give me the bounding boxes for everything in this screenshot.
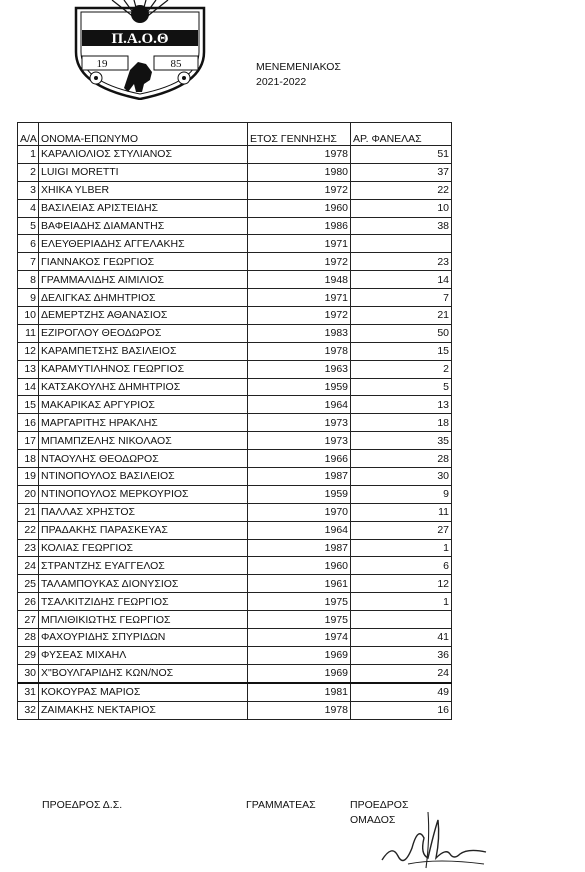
row-jersey: 13 [351,396,452,414]
row-name: ΔΕΛΙΓΚΑΣ ΔΗΜΗΤΡΙΟΣ [39,289,248,307]
column-header-jersey: ΑΡ. ΦΑΝΕΛΑΣ [351,123,452,146]
row-jersey: 28 [351,450,452,468]
row-name: ΜΑΚΑΡΙΚΑΣ ΑΡΓΥΡΙΟΣ [39,396,248,414]
row-jersey: 9 [351,485,452,503]
footer-president-board: ΠΡΟΕΔΡΟΣ Δ.Σ. [42,799,123,811]
row-name: ΚΑΡΑΜΠΕΤΣΗΣ ΒΑΣΙΛΕΙΟΣ [39,342,248,360]
row-jersey: 14 [351,271,452,289]
row-index: 15 [18,396,39,414]
row-birth-year: 1972 [248,181,351,199]
row-index: 21 [18,503,39,521]
row-birth-year: 1987 [248,468,351,486]
row-index: 20 [18,485,39,503]
row-name: ΦΑΧΟΥΡΙΔΗΣ ΣΠΥΡΙΔΩΝ [39,629,248,647]
row-jersey: 27 [351,521,452,539]
row-birth-year: 1959 [248,485,351,503]
table-row [18,342,452,360]
table-row [18,557,452,575]
row-jersey: 1 [351,593,452,611]
row-name: ΜΠΛΙΘΙΚΙΩΤΗΣ ΓΕΩΡΓΙΟΣ [39,611,248,629]
row-jersey: 50 [351,324,452,342]
row-index: 18 [18,450,39,468]
row-name: ΣΤΡΑΝΤΖΗΣ ΕΥΑΓΓΕΛΟΣ [39,557,248,575]
row-jersey: 22 [351,181,452,199]
row-jersey: 30 [351,468,452,486]
row-name: ΝΤΙΝΟΠΟΥΛΟΣ ΜΕΡΚΟΥΡΙΟΣ [39,485,248,503]
row-birth-year: 1987 [248,539,351,557]
row-jersey: 12 [351,575,452,593]
row-index: 5 [18,217,39,235]
row-birth-year: 1973 [248,432,351,450]
table-row [18,235,452,253]
row-jersey: 10 [351,199,452,217]
row-birth-year: 1986 [248,217,351,235]
table-row [18,521,452,539]
row-birth-year: 1948 [248,271,351,289]
row-name: ΓΙΑΝΝΑΚΟΣ ΓΕΩΡΓΙΟΣ [39,253,248,271]
row-name: ΚΑΡΑΛΙΟΛΙΟΣ ΣΤΥΛΙΑΝΟΣ [39,146,248,164]
row-jersey: 15 [351,342,452,360]
logo-title: Π.Α.Ο.Θ [111,31,169,47]
season-label: 2021-2022 [256,76,307,88]
row-jersey [351,235,452,253]
header [256,60,341,90]
row-name: Χ"ΒΟΥΛΓΑΡΙΔΗΣ ΚΩΝ/ΝΟΣ [39,664,248,682]
row-birth-year: 1961 [248,575,351,593]
row-jersey: 35 [351,432,452,450]
row-index: 25 [18,575,39,593]
row-birth-year: 1959 [248,378,351,396]
row-birth-year: 1978 [248,146,351,164]
signature [368,808,488,872]
row-name: ΓΡΑΜΜΑΛΙΔΗΣ ΑΙΜΙΛΙΟΣ [39,271,248,289]
row-name: ΒΑΣΙΛΕΙΑΣ ΑΡΙΣΤΕΙΔΗΣ [39,199,248,217]
row-birth-year: 1960 [248,199,351,217]
table-row [18,289,452,307]
row-name: ΔΕΜΕΡΤΖΗΣ ΑΘΑΝΑΣΙΟΣ [39,307,248,325]
document-title: ΜΕΝΕΜΕΝΙΑΚΟΣ [256,61,341,73]
table-row [18,271,452,289]
table-row [18,468,452,486]
table-row [18,664,452,682]
row-birth-year: 1971 [248,235,351,253]
table-row [18,701,452,719]
row-jersey: 2 [351,360,452,378]
row-index: 30 [18,664,39,682]
row-birth-year: 1978 [248,701,351,719]
row-birth-year: 1978 [248,342,351,360]
row-birth-year: 1966 [248,450,351,468]
row-name: ΚΑΤΣΑΚΟΥΛΗΣ ΔΗΜΗΤΡΙΟΣ [39,378,248,396]
table-row [18,683,452,701]
row-jersey [351,611,452,629]
row-jersey: 37 [351,163,452,181]
table-row [18,199,452,217]
row-name: ΒΑΦΕΙΑΔΗΣ ΔΙΑΜΑΝΤΗΣ [39,217,248,235]
row-name: ΤΣΑΛΚΙΤΖΙΔΗΣ ΓΕΩΡΓΙΟΣ [39,593,248,611]
row-jersey: 23 [351,253,452,271]
row-name: ΚΟΚΟΥΡΑΣ ΜΑΡΙΟΣ [39,683,248,701]
table-row [18,611,452,629]
row-index: 3 [18,181,39,199]
column-header-birth-year: ΕΤΟΣ ΓΕΝΝΗΣΗΣ [248,123,351,146]
row-jersey: 18 [351,414,452,432]
row-jersey: 6 [351,557,452,575]
row-name: ΚΟΛΙΑΣ ΓΕΩΡΓΙΟΣ [39,539,248,557]
row-birth-year: 1963 [248,360,351,378]
row-jersey: 36 [351,646,452,664]
row-index: 12 [18,342,39,360]
row-birth-year: 1973 [248,414,351,432]
row-birth-year: 1972 [248,307,351,325]
table-row [18,253,452,271]
table-row [18,485,452,503]
logo-year-left: 19 [96,58,108,70]
row-name: ΤΑΛΑΜΠΟΥΚΑΣ ΔΙΟΝΥΣΙΟΣ [39,575,248,593]
table-row [18,324,452,342]
table-row [18,396,452,414]
row-index: 31 [18,683,39,701]
table-row [18,646,452,664]
table-row [18,593,452,611]
table-row [18,360,452,378]
row-name: ΦΥΣΕΑΣ ΜΙΧΑΗΛ [39,646,248,664]
row-index: 32 [18,701,39,719]
row-index: 17 [18,432,39,450]
table-row [18,146,452,164]
table-row [18,503,452,521]
roster-table [17,122,452,720]
team-president-line2: ΟΜΑΔΟΣ [350,814,396,826]
table-row [18,432,452,450]
row-birth-year: 1974 [248,629,351,647]
row-index: 9 [18,289,39,307]
row-birth-year: 1960 [248,557,351,575]
row-index: 1 [18,146,39,164]
row-index: 28 [18,629,39,647]
table-row [18,217,452,235]
row-birth-year: 1975 [248,611,351,629]
row-birth-year: 1972 [248,253,351,271]
row-name: ΝΤΑΟΥΛΗΣ ΘΕΟΔΩΡΟΣ [39,450,248,468]
table-row [18,307,452,325]
row-jersey: 24 [351,664,452,682]
row-index: 16 [18,414,39,432]
row-index: 4 [18,199,39,217]
table-row [18,539,452,557]
row-jersey: 16 [351,701,452,719]
table-row [18,163,452,181]
row-index: 14 [18,378,39,396]
row-jersey: 49 [351,683,452,701]
row-birth-year: 1964 [248,396,351,414]
row-name: ΜΑΡΓΑΡΙΤΗΣ ΗΡΑΚΛΗΣ [39,414,248,432]
table-row [18,414,452,432]
table-row [18,378,452,396]
row-index: 6 [18,235,39,253]
column-header-index: Α/Α [18,123,39,146]
row-name: ΠΑΛΛΑΣ ΧΡΗΣΤΟΣ [39,503,248,521]
row-name: XHIKA YLBER [39,181,248,199]
row-index: 11 [18,324,39,342]
row-name: ΕΖΙΡΟΓΛΟΥ ΘΕΟΔΩΡΟΣ [39,324,248,342]
row-birth-year: 1969 [248,646,351,664]
row-jersey: 7 [351,289,452,307]
table-row [18,575,452,593]
table-header-row [18,123,452,146]
row-birth-year: 1964 [248,521,351,539]
row-birth-year: 1981 [248,683,351,701]
row-index: 27 [18,611,39,629]
club-logo [72,0,208,100]
row-name: ΠΡΑΔΑΚΗΣ ΠΑΡΑΣΚΕΥΑΣ [39,521,248,539]
row-index: 26 [18,593,39,611]
row-index: 8 [18,271,39,289]
row-jersey: 41 [351,629,452,647]
column-header-name: ΟΝΟΜΑ-ΕΠΩΝΥΜΟ [39,123,248,146]
row-jersey: 51 [351,146,452,164]
row-birth-year: 1971 [248,289,351,307]
row-index: 24 [18,557,39,575]
row-index: 13 [18,360,39,378]
row-index: 2 [18,163,39,181]
row-birth-year: 1969 [248,664,351,682]
row-index: 10 [18,307,39,325]
row-birth-year: 1970 [248,503,351,521]
row-index: 7 [18,253,39,271]
row-index: 23 [18,539,39,557]
row-jersey: 21 [351,307,452,325]
row-name: ΝΤΙΝΟΠΟΥΛΟΣ ΒΑΣΙΛΕΙΟΣ [39,468,248,486]
roster-body [18,146,452,720]
row-birth-year: 1975 [248,593,351,611]
row-jersey: 11 [351,503,452,521]
row-index: 29 [18,646,39,664]
row-jersey: 1 [351,539,452,557]
row-name: ΚΑΡΑΜΥΤΙΛΗΝΟΣ ΓΕΩΡΓΙΟΣ [39,360,248,378]
row-name: ΖΑΙΜΑΚΗΣ ΝΕΚΤΑΡΙΟΣ [39,701,248,719]
row-jersey: 38 [351,217,452,235]
row-birth-year: 1980 [248,163,351,181]
row-jersey: 5 [351,378,452,396]
row-index: 22 [18,521,39,539]
footer-secretary: ΓΡΑΜΜΑΤΕΑΣ [246,799,316,811]
row-index: 19 [18,468,39,486]
logo-year-right: 85 [170,58,182,70]
row-birth-year: 1983 [248,324,351,342]
row-name: ΜΠΑΜΠΖΕΛΗΣ ΝΙΚΟΛΑΟΣ [39,432,248,450]
row-name: ΕΛΕΥΘΕΡΙΑΔΗΣ ΑΓΓΕΛΑΚΗΣ [39,235,248,253]
table-row [18,181,452,199]
row-name: LUIGI MORETTI [39,163,248,181]
table-row [18,629,452,647]
table-row [18,450,452,468]
team-president-line1: ΠΡΟΕΔΡΟΣ [350,799,409,811]
